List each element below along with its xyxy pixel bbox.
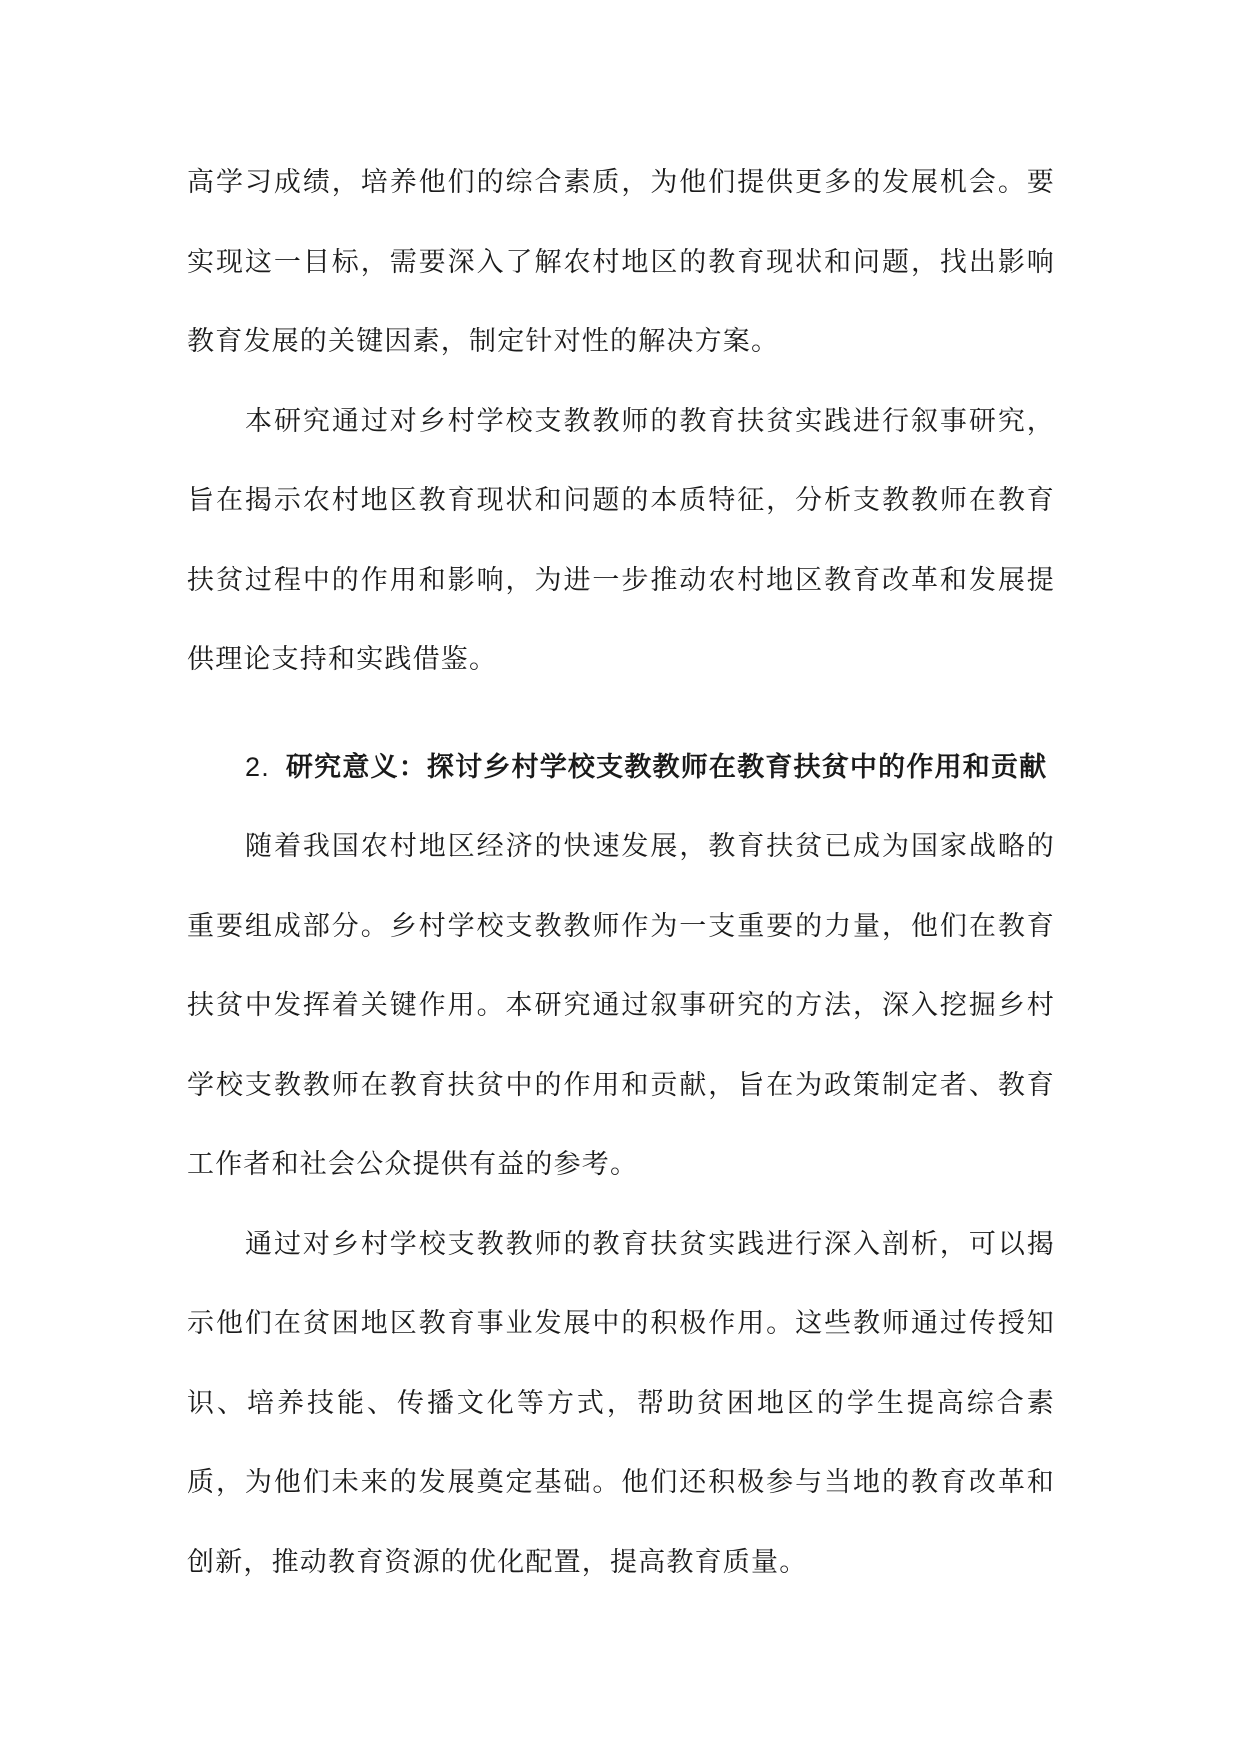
document-body (187, 143, 1055, 1602)
section-title: 研究意义：探讨乡村学校支教教师在教育扶贫中的作用和贡献 (285, 751, 1048, 783)
paragraph-analysis: 通过对乡村学校支教教师的教育扶贫实践进行深入剖析，可以揭示他们在贫困地区教育事业发展中的积极作用。这些教师通过传授知识、培养技能、传播文化等方式，帮助贫困地区的学生提高综合素质，为他们未来的发展奠定基础。他们还积极参与当地的教育改革和创新，推动教育资源的优化配置，提高教育质量。 (187, 1228, 1055, 1578)
section-number: 2. (245, 751, 270, 782)
paragraph-continuation: 高学习成绩，培养他们的综合素质，为他们提供更多的发展机会。要实现这一目标，需要深入了解农村地区的教育现状和问题，找出影响教育发展的关键因素，制定针对性的解决方案。 (187, 167, 1055, 357)
section-heading (187, 728, 1055, 808)
paragraph-research-purpose: 本研究通过对乡村学校支教教师的教育扶贫实践进行叙事研究，旨在揭示农村地区教育现状和问题的本质特征，分析支教教师在教育扶贫过程中的作用和影响，为进一步推动农村地区教育改革和发展提供理论支持和实践借鉴。 (187, 405, 1055, 675)
paragraph-significance: 随着我国农村地区经济的快速发展，教育扶贫已成为国家战略的重要组成部分。乡村学校支教教师作为一支重要的力量，他们在教育扶贫中发挥着关键作用。本研究通过叙事研究的方法，深入挖掘乡村学校支教教师在教育扶贫中的作用和贡献，旨在为政策制定者、教育工作者和社会公众提供有益的参考。 (187, 831, 1055, 1180)
